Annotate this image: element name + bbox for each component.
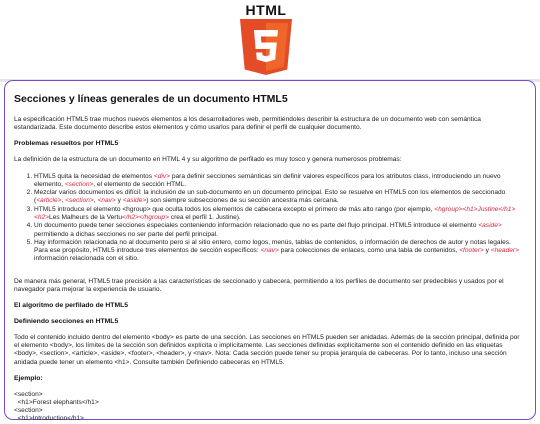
page-header — [0, 0, 540, 80]
list-item: 4. Un documento puede tener secciones especiales conteniendo información relacionado que no es parte del flujo principal. HTML5 introduce el elemento <aside> permitiendo a dichas secciones no ser parte del perfil principal. — [34, 222, 526, 238]
definition-paragraph: Todo el contenido incluido dentro del elemento <body> es parte de una sección. Las secciones en HTML5 pueden ser anidadas. Además de la sección principal, definida por el elemento <body>, los límites de la sección son definidos explícita o implícitamente. Las secciones definidas explícitamente son el contenido definido en las etiquetas <body>, <section>, <article>, <aside>, <footer>, <header>, y <nav>. Nota: Cada sección puede tener su propia jerarquía de cabeceras. Por lo tanto, incluso una sección anidada puede tener un elemento <h1>. Consulte también Definiendo cabeceras en HTML5. — [14, 334, 520, 366]
list-item: 3. HTML5 introduce el elemento <hgroup> que oculta todos los elementos de cabecera excepto el primero de más alto rango (por ejemplo, <hgroup><h1>Justine</h1><h2>Les Malheurs de la Vertu</h2></hgroup> crea el perfil 1. Justine). — [34, 206, 526, 222]
code-tag: <article> — [36, 197, 62, 205]
code-tag: <section> — [65, 197, 94, 205]
code-tag: </h2></hgroup> — [122, 214, 169, 221]
definition-heading: Definiendo secciones en HTML5 — [14, 318, 119, 325]
code-tag: <nav> — [260, 247, 279, 255]
example-code: <section> <h1>Forest elephants</h1> <section> <h1>Introduction</h1> — [14, 390, 99, 423]
code-tag: <aside> — [478, 222, 502, 230]
article-card — [4, 80, 536, 423]
intro-paragraph: La especificación HTML5 trae muchos nuevos elementos a los desarrolladores web, permitiéndoles describir la estructura de un documento web con semántica estandarizada. Este documento describe estos elementos y cómo usarlos para definir el perfil de cualquier documento. — [14, 116, 481, 132]
algorithm-heading: El algoritmo de perfilado de HTML5 — [14, 302, 129, 309]
logo-text: HTML — [245, 2, 287, 18]
code-tag: <section> — [64, 180, 94, 188]
list-item: 1. HTML5 quita la necesidad de elementos <div> para definir secciones semánticas sin definir valores específicos para los atributos class, introduciendo un nuevo elemento, <section>, el elemento de sección HTML. — [34, 173, 526, 189]
problems-list — [14, 173, 526, 264]
code-tag: <nav> — [97, 197, 116, 205]
html5-logo — [236, 2, 296, 76]
code-tag: <header> — [490, 247, 519, 255]
problems-heading: Problemas resueltos por HTML5 — [14, 140, 119, 148]
summary-paragraph: De manera más general, HTML5 trae precisión a las características de seccionado y cabecera, permitiendo a los perfiles de documento ser predecibles y usados por el navegador para mejorar la experiencia de usuario. — [14, 277, 504, 293]
list-item: 2. Mezclar varios documentos es difícil: la inclusión de un sub-documento en un documento principal. Esto se resuelve en HTML5 con los elementos de seccionado (<article>, <section>, <nav> y <aside>) son siempre subsecciones de su sección ancestra más cercana. — [34, 189, 526, 205]
article-body — [14, 93, 526, 424]
html5-shield-icon — [240, 19, 292, 75]
code-tag: <aside> — [122, 197, 147, 205]
article-title: Secciones y líneas generales de un documento HTML5 — [14, 93, 288, 105]
problems-intro: La definición de la estructura de un documento en HTML 4 y su algoritmo de perfilado es muy tosco y genera numerosos problemas: — [14, 156, 402, 164]
example-heading: Ejemplo: — [14, 374, 43, 382]
code-tag: <div> — [153, 172, 170, 180]
code-tag: <hgroup><h1>Justine</h1><h2> — [34, 205, 516, 221]
code-tag: <footer> — [459, 247, 484, 255]
list-item: 5. Hay información relacionada no al documento pero si al sitio entero, como logos, menús, tablas de contenidos, o información de derechos de autor y notas legales. Para ese propósito, HTML5 introduce tres elementos de sección específicos: <nav> para colecciones de enlaces, como una tabla de contenidos, <footer> y <header> información relacionada con el sitio. — [34, 239, 526, 264]
